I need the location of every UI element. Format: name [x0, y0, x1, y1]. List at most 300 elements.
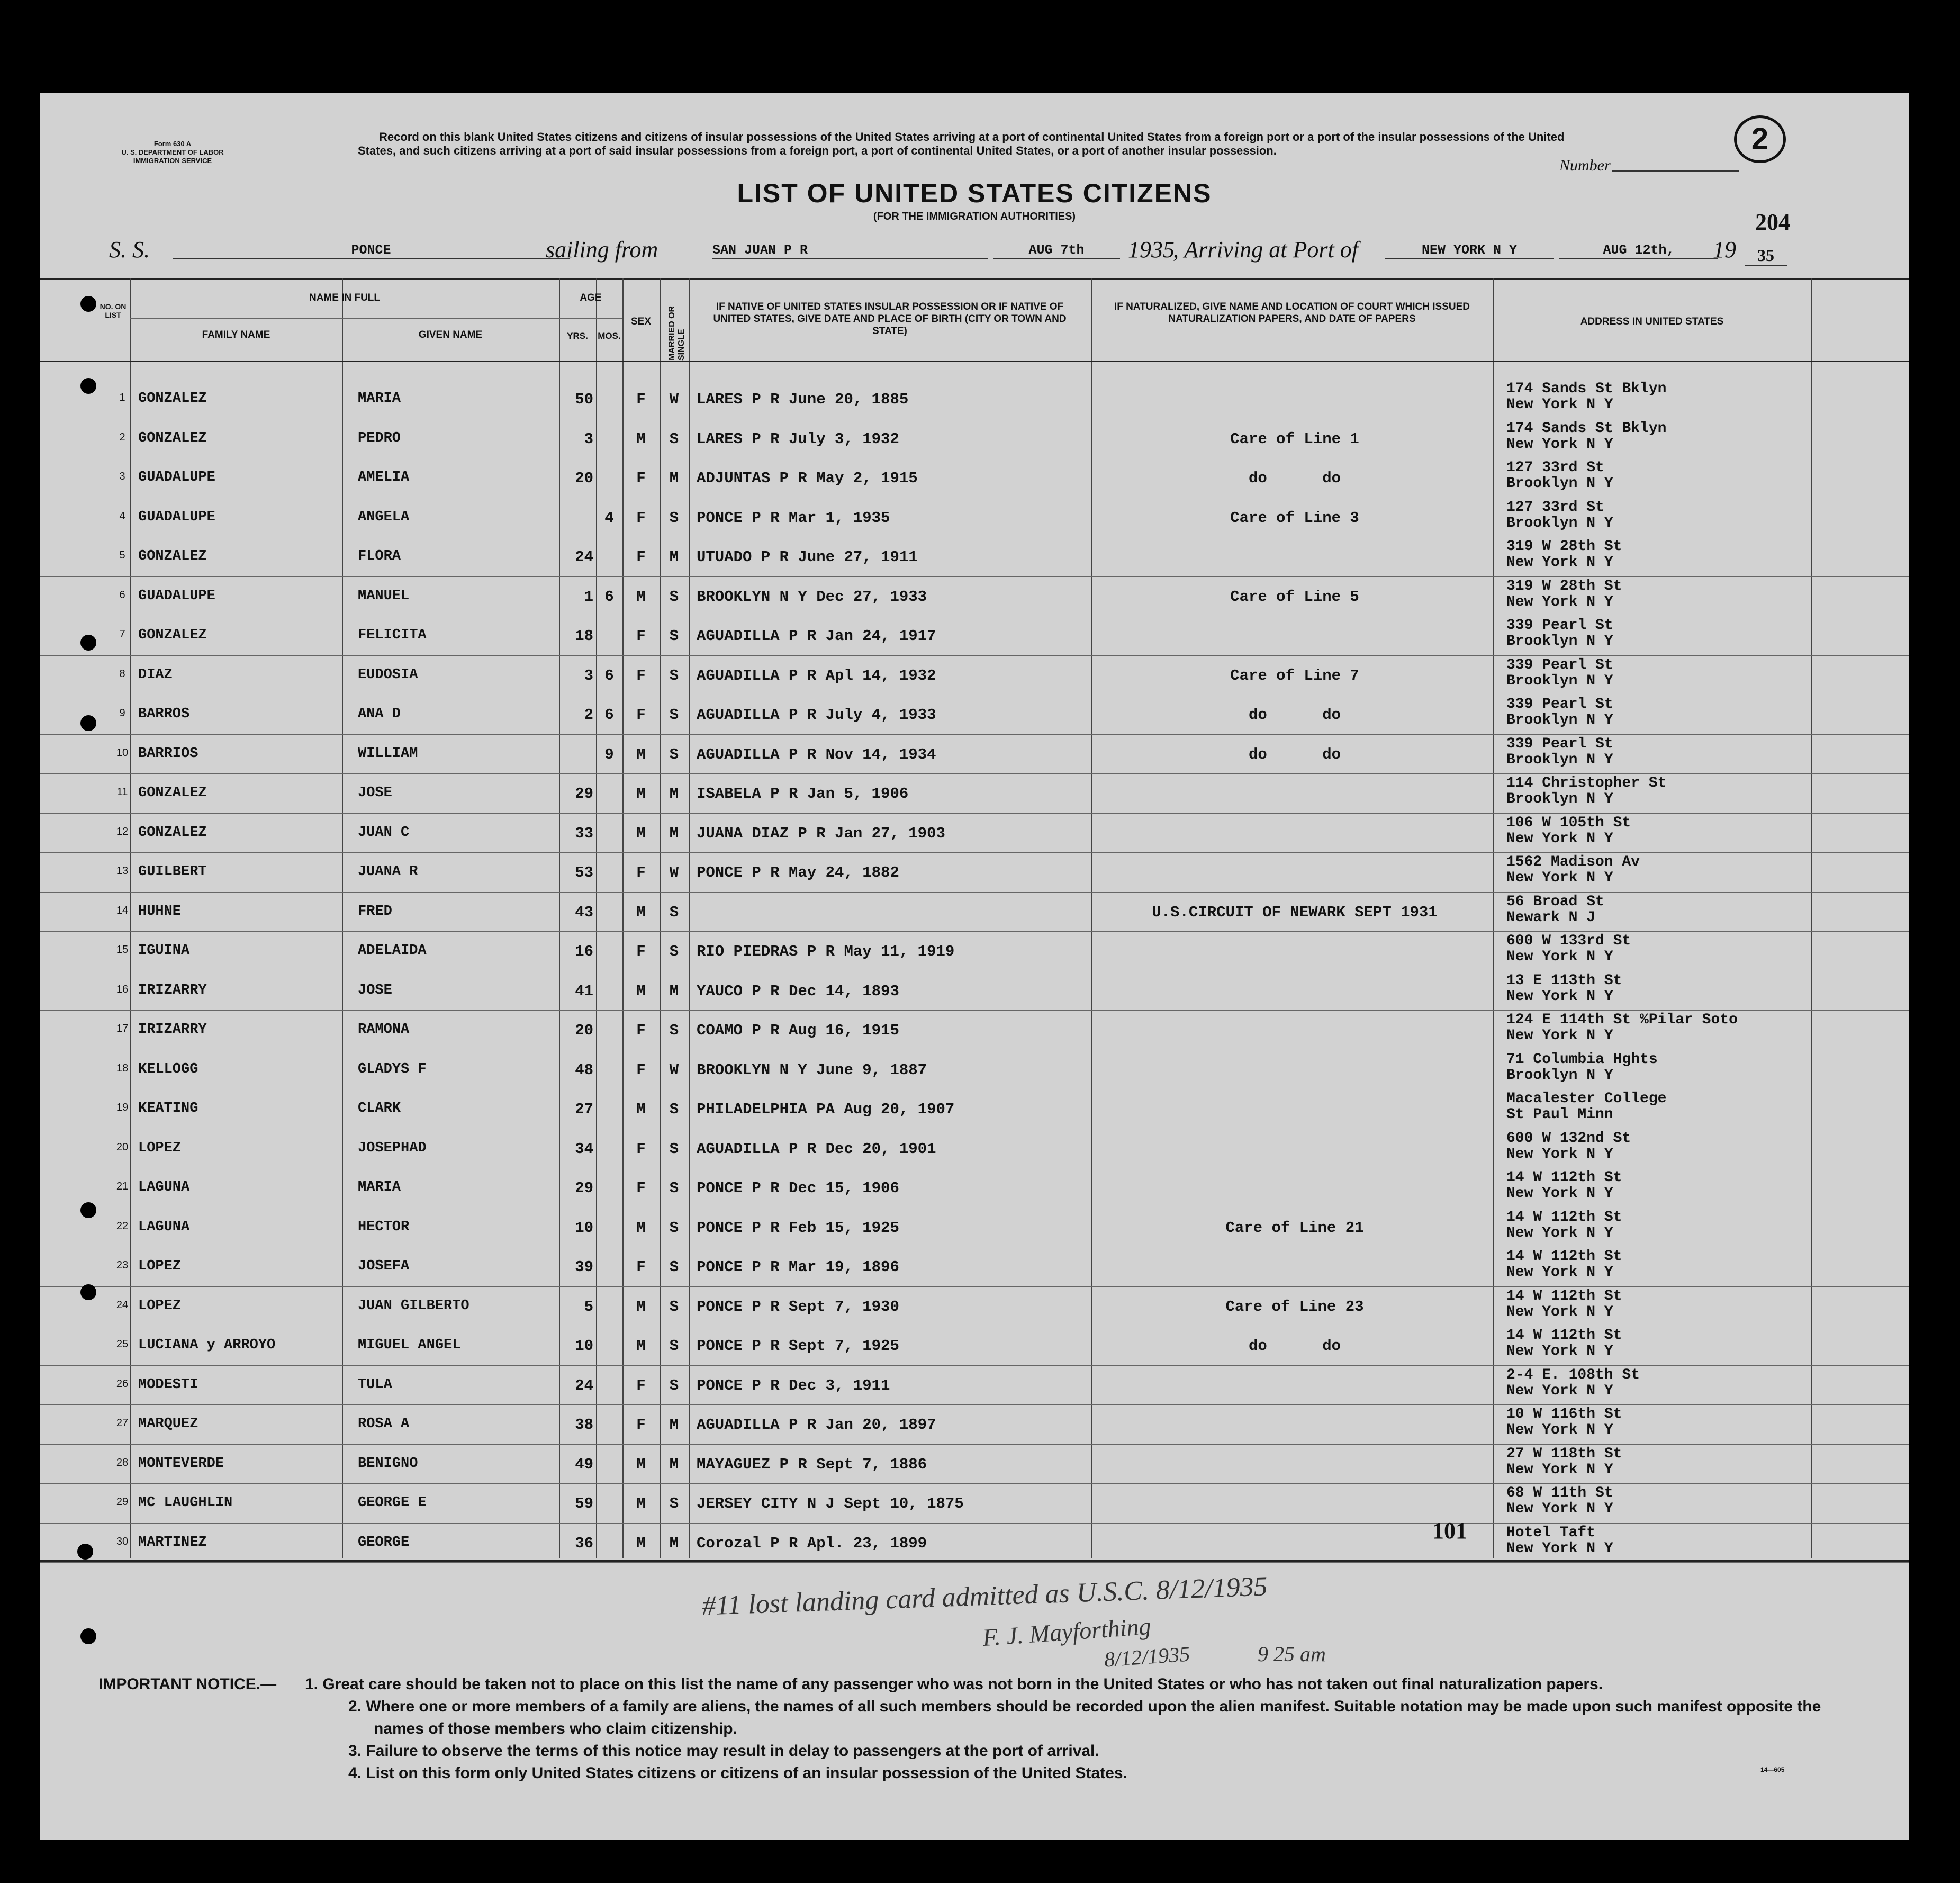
address-line-2: New York N Y	[1506, 949, 1613, 965]
row-divider	[40, 1562, 1909, 1563]
marital-status: S	[669, 1495, 679, 1512]
table-row	[40, 419, 1909, 458]
given-name: PEDRO	[358, 430, 401, 446]
age-years: 43	[575, 903, 593, 921]
ss-label: S. S.	[109, 237, 150, 263]
marital-status: S	[669, 666, 679, 684]
table-row	[40, 1365, 1909, 1405]
sex: F	[636, 1416, 646, 1434]
birth-place-date: PONCE P R Sept 7, 1925	[697, 1337, 899, 1355]
line-number: 9	[119, 707, 125, 719]
sex: F	[636, 666, 646, 684]
given-name: CLARK	[358, 1101, 401, 1116]
officer-signature: F. J. Mayforthing	[981, 1612, 1152, 1652]
header-age: AGE	[580, 292, 602, 303]
address-line-2: New York N Y	[1506, 1501, 1613, 1517]
table-row	[40, 655, 1909, 695]
birth-place-date: AGUADILLA P R July 4, 1933	[697, 706, 936, 724]
marital-status: S	[669, 1101, 679, 1118]
address-line-2: New York N Y	[1506, 1146, 1613, 1163]
departure-year: 1935	[1128, 237, 1175, 263]
address-line-2: St Paul Minn	[1506, 1106, 1613, 1123]
given-name: ANGELA	[358, 509, 410, 525]
age-years: 3	[584, 666, 593, 684]
birth-place-date: JUANA DIAZ P R Jan 27, 1903	[697, 824, 945, 842]
address-line-2: Brooklyn N Y	[1506, 712, 1613, 728]
address-line-1: 14 W 112th St	[1506, 1169, 1622, 1186]
marital-status: S	[669, 627, 679, 645]
address-line-1: 13 E 113th St	[1506, 972, 1622, 989]
family-name: MARTINEZ	[138, 1534, 207, 1551]
naturalization: do do	[1248, 745, 1341, 763]
table-row	[40, 1129, 1909, 1168]
sex: F	[636, 548, 646, 566]
given-name: AMELIA	[358, 470, 410, 485]
birth-place-date: COAMO P R Aug 16, 1915	[697, 1022, 899, 1039]
given-name: JUAN C	[358, 824, 410, 841]
address-line-1: 14 W 112th St	[1506, 1287, 1622, 1304]
marital-status: W	[669, 391, 679, 408]
marital-status: M	[669, 785, 679, 803]
departure-port: SAN JUAN P R	[712, 242, 988, 259]
family-name: LOPEZ	[138, 1140, 182, 1156]
family-name: IGUINA	[138, 943, 190, 959]
naturalization: Care of Line 23	[1225, 1298, 1364, 1316]
marital-status: S	[669, 706, 679, 724]
age-years: 16	[575, 943, 593, 960]
given-name: WILLIAM	[358, 745, 418, 762]
age-years: 5	[584, 1298, 593, 1316]
sex: M	[636, 1337, 646, 1355]
address-line-1: 114 Christopher St	[1506, 775, 1667, 791]
sex: F	[636, 706, 646, 724]
age-years: 33	[575, 824, 593, 842]
birth-place-date: PONCE P R Mar 19, 1896	[697, 1258, 899, 1276]
line-number: 16	[116, 983, 129, 995]
notice-item-2: 2. Where one or more members of a family are aliens, the names of all such members should be recorded upon the alien manifest. Suitable notation may be made upon such manifest opposite the names of those members who claim citizenship.	[348, 1698, 1821, 1737]
sex: F	[636, 943, 646, 960]
form-number: Form 630 A	[153, 140, 192, 148]
sex: F	[636, 1061, 646, 1079]
binder-hole	[80, 635, 96, 651]
age-years: 29	[575, 785, 593, 803]
address-line-2: New York N Y	[1506, 436, 1613, 453]
header-married-single: MARRIED OR SINGLE	[667, 305, 686, 361]
sex: M	[636, 1534, 646, 1552]
number-label: Number	[1559, 157, 1611, 174]
address-line-1: 14 W 112th St	[1506, 1327, 1622, 1344]
age-months: 6	[604, 666, 614, 684]
line-number: 24	[116, 1299, 129, 1311]
line-number: 8	[119, 668, 125, 680]
table-row	[40, 1050, 1909, 1089]
line-number: 15	[116, 944, 129, 956]
sex: M	[636, 1298, 646, 1316]
binder-hole	[80, 715, 96, 731]
marital-status: M	[669, 1455, 679, 1473]
given-name: FRED	[358, 903, 392, 920]
birth-place-date: MAYAGUEZ P R Sept 7, 1886	[697, 1455, 927, 1473]
age-years: 38	[575, 1416, 593, 1434]
marital-status: M	[669, 548, 679, 566]
given-name: JUAN GILBERTO	[358, 1298, 469, 1314]
address-line-2: New York N Y	[1506, 830, 1613, 847]
address-line-2: New York N Y	[1506, 1461, 1613, 1478]
age-years: 18	[575, 627, 593, 645]
marital-status: S	[669, 430, 679, 448]
birth-place-date: AGUADILLA P R Dec 20, 1901	[697, 1140, 936, 1158]
arriving-label: , Arriving at Port of	[1173, 237, 1358, 263]
marital-status: M	[669, 1416, 679, 1434]
given-name: HECTOR	[358, 1219, 410, 1235]
given-name: ANA D	[358, 706, 401, 722]
page-subtitle: (FOR THE IMMIGRATION AUTHORITIES)	[873, 211, 1076, 222]
header-sex: SEX	[630, 316, 652, 327]
table-row	[40, 971, 1909, 1011]
age-years: 49	[575, 1455, 593, 1473]
age-years: 27	[575, 1101, 593, 1118]
marital-status: S	[669, 745, 679, 763]
line-number: 17	[116, 1023, 129, 1034]
sailing-from-label: sailing from	[546, 237, 658, 263]
family-name: GUADALUPE	[138, 470, 215, 485]
given-name: GLADYS F	[358, 1061, 427, 1077]
sex: F	[636, 1022, 646, 1039]
given-name: MANUEL	[358, 588, 410, 604]
notice-lead: IMPORTANT NOTICE.—	[98, 1675, 277, 1693]
table-row	[40, 1483, 1909, 1523]
line-number: 18	[116, 1062, 129, 1074]
birth-place-date: PHILADELPHIA PA Aug 20, 1907	[697, 1101, 955, 1118]
marital-status: S	[669, 509, 679, 527]
address-line-2: New York N Y	[1506, 1303, 1613, 1320]
table-row	[40, 931, 1909, 971]
family-name: IRIZARRY	[138, 982, 207, 998]
age-years: 24	[575, 1376, 593, 1394]
sex: F	[636, 391, 646, 408]
table-row	[40, 576, 1909, 616]
birth-place-date: AGUADILLA P R Jan 20, 1897	[697, 1416, 936, 1434]
line-number: 22	[116, 1220, 129, 1232]
family-name: BARRIOS	[138, 745, 198, 762]
sex: M	[636, 1455, 646, 1473]
family-name: GUADALUPE	[138, 588, 215, 604]
marital-status: M	[669, 1534, 679, 1552]
service-name: IMMIGRATION SERVICE	[133, 157, 212, 165]
birth-place-date: AGUADILLA P R Jan 24, 1917	[697, 627, 936, 645]
birth-place-date: UTUADO P R June 27, 1911	[697, 548, 918, 566]
sex: M	[636, 1495, 646, 1512]
address-line-1: 27 W 118th St	[1506, 1445, 1622, 1462]
manifest-sheet	[40, 93, 1909, 1840]
birth-place-date: LARES P R July 3, 1932	[697, 430, 899, 448]
address-line-2: New York N Y	[1506, 1028, 1613, 1044]
marital-status: S	[669, 1179, 679, 1197]
naturalization: do do	[1248, 470, 1341, 487]
header-name-in-full: NAME IN FULL	[309, 292, 381, 303]
family-name: BARROS	[138, 706, 190, 722]
sex: F	[636, 509, 646, 527]
address-line-2: Brooklyn N Y	[1506, 475, 1613, 492]
address-line-1: 68 W 11th St	[1506, 1485, 1613, 1501]
birth-place-date: RIO PIEDRAS P R May 11, 1919	[697, 943, 955, 960]
header-address: ADDRESS IN UNITED STATES	[1580, 316, 1724, 327]
line-number: 7	[119, 628, 125, 640]
address-line-2: Brooklyn N Y	[1506, 672, 1613, 689]
given-name: TULA	[358, 1376, 392, 1393]
address-line-2: New York N Y	[1506, 397, 1613, 413]
line-number: 13	[116, 865, 129, 877]
address-line-2: Brooklyn N Y	[1506, 751, 1613, 768]
naturalization: do do	[1248, 1337, 1341, 1355]
age-years: 3	[584, 430, 593, 448]
given-name: MARIA	[358, 391, 401, 407]
age-years: 10	[575, 1219, 593, 1237]
family-name: GONZALEZ	[138, 627, 207, 643]
table-row	[40, 1010, 1909, 1050]
address-line-1: Hotel Taft	[1506, 1524, 1596, 1541]
birth-place-date: LARES P R June 20, 1885	[697, 391, 909, 408]
table-row	[40, 695, 1909, 734]
marital-status: S	[669, 1376, 679, 1394]
header-mos: MOS.	[598, 331, 621, 341]
family-name: MC LAUGHLIN	[138, 1495, 233, 1511]
birth-place-date: YAUCO P R Dec 14, 1893	[697, 982, 899, 1000]
age-years: 20	[575, 1022, 593, 1039]
arrival-port: NEW YORK N Y	[1385, 242, 1554, 259]
family-name: GONZALEZ	[138, 824, 207, 841]
age-months: 6	[604, 588, 614, 606]
given-name: RAMONA	[358, 1022, 410, 1038]
line-number: 12	[116, 825, 129, 837]
address-line-1: 127 33rd St	[1506, 460, 1604, 476]
age-months: 9	[604, 745, 614, 763]
table-row	[40, 498, 1909, 537]
address-line-2: New York N Y	[1506, 1382, 1613, 1399]
marital-status: S	[669, 1298, 679, 1316]
given-name: FLORA	[358, 548, 401, 564]
arrival-year-suffix: 35	[1745, 246, 1787, 266]
intro-text: Record on this blank United States citizens and citizens of insular possessions of the United States arriving at a port of continental United States from a foreign port or a port of the insular possessions of the United States, and such citizens arriving at a port of said insular possessions from a foreign port, a port of continental United States, or a port of another insular possession.	[358, 130, 1565, 157]
line-number: 6	[119, 589, 125, 601]
marital-status: S	[669, 1140, 679, 1158]
handwritten-note: #11 lost landing card admitted as U.S.C. 8/12/1935	[701, 1571, 1268, 1621]
family-name: MARQUEZ	[138, 1416, 198, 1432]
binder-hole	[80, 1202, 96, 1218]
line-number: 21	[116, 1181, 129, 1192]
age-years: 59	[575, 1495, 593, 1512]
age-years: 1	[584, 588, 593, 606]
address-line-1: 127 33rd St	[1506, 499, 1604, 516]
table-row	[40, 616, 1909, 655]
line-number: 29	[116, 1496, 129, 1508]
family-name: LOPEZ	[138, 1258, 182, 1274]
address-line-1: 10 W 116th St	[1506, 1406, 1622, 1422]
age-months: 6	[604, 706, 614, 724]
birth-place-date: PONCE P R Mar 1, 1935	[697, 509, 890, 527]
given-name: ROSA A	[358, 1416, 410, 1432]
marital-status: M	[669, 470, 679, 487]
given-name: MARIA	[358, 1179, 401, 1195]
family-name: KELLOGG	[138, 1061, 198, 1077]
birth-place-date: BROOKLYN N Y June 9, 1887	[697, 1061, 927, 1079]
marital-status: S	[669, 1219, 679, 1237]
given-name: MIGUEL ANGEL	[358, 1337, 461, 1353]
number-circle: 2	[1734, 115, 1786, 163]
sex: M	[636, 745, 646, 763]
age-years: 39	[575, 1258, 593, 1276]
address-line-2: New York N Y	[1506, 1422, 1613, 1438]
sex: M	[636, 903, 646, 921]
address-line-1: 124 E 114th St %Pilar Soto	[1506, 1012, 1738, 1028]
sex: F	[636, 1140, 646, 1158]
family-name: GONZALEZ	[138, 430, 207, 446]
notice-item-1: 1. Great care should be taken not to place on this list the name of any passenger who was not born in the United States or who has not taken out final naturalization papers.	[305, 1675, 1603, 1693]
age-years: 36	[575, 1534, 593, 1552]
address-line-2: Brooklyn N Y	[1506, 515, 1613, 531]
binder-hole	[80, 1628, 96, 1644]
table-row	[40, 892, 1909, 932]
arrival-date: AUG 12th,	[1559, 242, 1718, 259]
age-years: 53	[575, 864, 593, 881]
family-name: LOPEZ	[138, 1298, 182, 1314]
family-name: MONTEVERDE	[138, 1455, 224, 1472]
sex: F	[636, 627, 646, 645]
address-line-1: Macalester College	[1506, 1091, 1667, 1107]
marital-status: S	[669, 1022, 679, 1039]
age-years: 10	[575, 1337, 593, 1355]
table-row	[40, 734, 1909, 774]
line-number: 1	[119, 392, 125, 403]
naturalization: Care of Line 7	[1230, 666, 1359, 684]
marital-status: W	[669, 864, 679, 881]
birth-place-date: PONCE P R Dec 3, 1911	[697, 1376, 890, 1394]
table-row	[40, 1404, 1909, 1444]
table-row	[40, 1247, 1909, 1286]
binder-hole	[77, 1544, 93, 1560]
age-years: 24	[575, 548, 593, 566]
line-number: 26	[116, 1377, 129, 1390]
naturalization: Care of Line 3	[1230, 509, 1359, 527]
line-number: 14	[116, 904, 129, 916]
sex: M	[636, 982, 646, 1000]
age-years: 34	[575, 1140, 593, 1158]
address-line-1: 174 Sands St Bklyn	[1506, 381, 1667, 397]
given-name: JOSEFA	[358, 1258, 410, 1274]
sex: F	[636, 470, 646, 487]
given-name: JOSEPHAD	[358, 1140, 427, 1156]
sex: F	[636, 1258, 646, 1276]
signature-date: 8/12/1935	[1103, 1642, 1191, 1672]
address-line-1: 174 Sands St Bklyn	[1506, 420, 1667, 437]
marital-status: S	[669, 903, 679, 921]
address-line-2: New York N Y	[1506, 593, 1613, 610]
address-line-1: 339 Pearl St	[1506, 617, 1613, 634]
marital-status: M	[669, 982, 679, 1000]
table-row	[40, 1286, 1909, 1326]
line-number: 23	[116, 1259, 129, 1271]
sex: M	[636, 588, 646, 606]
birth-place-date: PONCE P R Feb 15, 1925	[697, 1219, 899, 1237]
family-name: LAGUNA	[138, 1219, 190, 1235]
address-line-2: New York N Y	[1506, 1264, 1613, 1281]
address-line-2: New York N Y	[1506, 988, 1613, 1005]
naturalization: Care of Line 21	[1225, 1219, 1364, 1237]
address-line-2: Newark N J	[1506, 909, 1596, 926]
family-name: HUHNE	[138, 903, 182, 920]
birth-place-date: BROOKLYN N Y Dec 27, 1933	[697, 588, 927, 606]
address-line-2: Brooklyn N Y	[1506, 1067, 1613, 1084]
birth-place-date: Corozal P R Apl. 23, 1899	[697, 1534, 927, 1552]
birth-place-date: ADJUNTAS P R May 2, 1915	[697, 470, 918, 487]
form-code: 14—605	[1760, 1766, 1785, 1773]
address-line-2: New York N Y	[1506, 870, 1613, 886]
family-name: LUCIANA y ARROYO	[138, 1337, 276, 1353]
birth-place-date: JERSEY CITY N J Sept 10, 1875	[697, 1495, 964, 1512]
address-line-1: 339 Pearl St	[1506, 696, 1613, 713]
table-row	[40, 379, 1909, 419]
line-number: 10	[116, 746, 129, 759]
address-line-1: 2-4 E. 108th St	[1506, 1366, 1640, 1383]
table-row	[40, 458, 1909, 498]
page-title: LIST OF UNITED STATES CITIZENS	[737, 178, 1212, 208]
age-years: 20	[575, 470, 593, 487]
table-row	[40, 852, 1909, 892]
header-given-name: GIVEN NAME	[418, 329, 483, 340]
address-line-1: 1562 Madison Av	[1506, 854, 1640, 870]
sex: M	[636, 1219, 646, 1237]
address-line-1: 600 W 133rd St	[1506, 933, 1631, 949]
marital-status: S	[669, 943, 679, 960]
line-number: 28	[116, 1456, 129, 1468]
notice-item-3: 3. Failure to observe the terms of this notice may result in delay to passengers at the port of arrival.	[348, 1742, 1099, 1760]
family-name: IRIZARRY	[138, 1022, 207, 1038]
marital-status: S	[669, 588, 679, 606]
family-name: KEATING	[138, 1101, 198, 1116]
line-number: 3	[119, 471, 125, 482]
address-line-1: 339 Pearl St	[1506, 735, 1613, 752]
line-number: 4	[119, 510, 125, 522]
naturalization: U.S.CIRCUIT OF NEWARK SEPT 1931	[1152, 903, 1438, 921]
signature-time: 9 25 am	[1258, 1642, 1326, 1666]
age-years: 41	[575, 982, 593, 1000]
marital-status: W	[669, 1061, 679, 1079]
table-row	[40, 1168, 1909, 1208]
naturalization: Care of Line 1	[1230, 430, 1359, 448]
marital-status: M	[669, 824, 679, 842]
header-naturalized: IF NATURALIZED, GIVE NAME AND LOCATION OF COURT WHICH ISSUED NATURALIZATION PAPERS, AND DATE OF PAPERS	[1114, 301, 1470, 325]
line-number: 19	[116, 1102, 129, 1113]
binder-hole	[80, 1284, 96, 1300]
family-name: DIAZ	[138, 666, 173, 683]
important-notice	[98, 1673, 1866, 1785]
address-line-2: New York N Y	[1506, 1540, 1613, 1557]
family-name: GONZALEZ	[138, 785, 207, 801]
address-line-1: 319 W 28th St	[1506, 538, 1622, 555]
birth-place-date: AGUADILLA P R Apl 14, 1932	[697, 666, 936, 684]
line-number: 11	[116, 786, 128, 798]
table-row	[40, 773, 1909, 813]
given-name: FELICITA	[358, 627, 427, 643]
given-name: EUDOSIA	[358, 666, 418, 683]
count-annotation: 101	[1432, 1518, 1467, 1544]
address-line-1: 14 W 112th St	[1506, 1209, 1622, 1226]
naturalization: do do	[1248, 706, 1341, 724]
given-name: JOSE	[358, 982, 392, 998]
family-name: GONZALEZ	[138, 548, 207, 564]
family-name: GONZALEZ	[138, 391, 207, 407]
table-row	[40, 537, 1909, 576]
